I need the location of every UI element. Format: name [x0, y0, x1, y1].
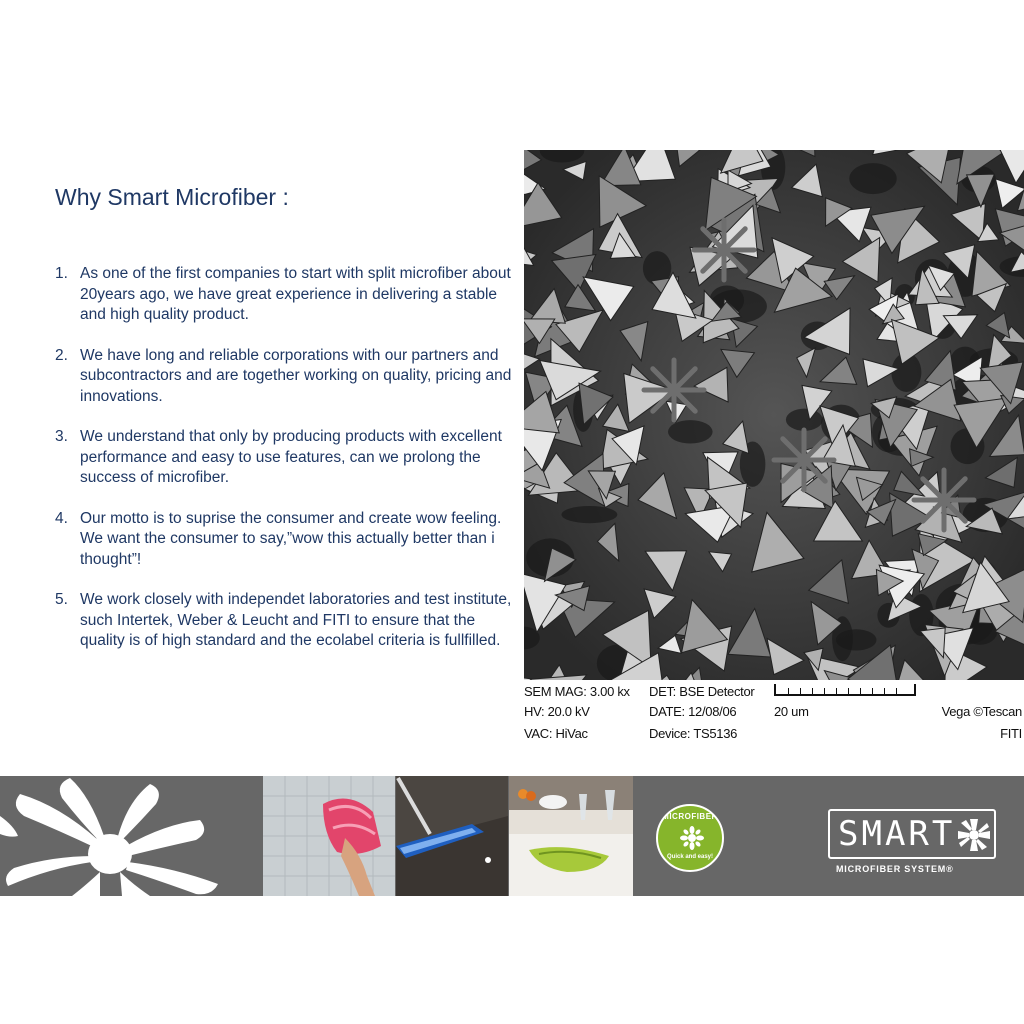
list-item: [55, 346, 515, 408]
logo-subtitle: MICROFIBER SYSTEM®: [836, 864, 954, 874]
smart-logo: [828, 809, 996, 859]
sem-info-panel: [524, 682, 1024, 744]
reasons-list: [55, 264, 515, 672]
micrograph-image: [524, 150, 1024, 680]
flower-icon: [680, 826, 704, 850]
badge-tagline: Quick and easy!: [666, 854, 714, 860]
page-title: Why Smart Microfiber :: [55, 184, 289, 210]
sem-date: DATE: 12/08/06: [649, 704, 737, 719]
footer-banner: [0, 776, 1024, 896]
item-number: 2.: [55, 346, 68, 364]
list-item: [55, 590, 515, 652]
logo-word: SMART: [838, 814, 956, 854]
microfiber-badge: [656, 804, 724, 872]
sem-magnification: SEM MAG: 3.00 kx: [524, 684, 630, 699]
item-text: As one of the first companies to start with split microfiber about 20years ago, we have great experience in delivering a stable and high quality product.: [80, 265, 511, 323]
badge-title: MICROFIBER: [662, 812, 718, 821]
sem-org: FITI: [1000, 726, 1022, 741]
sem-device: Device: TS5136: [649, 726, 738, 741]
item-number: 1.: [55, 265, 68, 282]
item-number: 3.: [55, 428, 68, 445]
kitchen-photo: [509, 776, 633, 896]
floor-mop-photo: [396, 776, 508, 896]
sem-vacuum: VAC: HiVac: [524, 726, 588, 741]
sem-brand: Vega ©Tescan: [941, 704, 1022, 719]
flower-graphic: [0, 776, 262, 896]
list-item: [55, 427, 515, 489]
scale-label: 20 um: [774, 704, 809, 719]
scale-bar: [774, 684, 916, 696]
list-item: [55, 509, 515, 571]
wall-cleaning-photo: [263, 776, 395, 896]
item-text: Our motto is to suprise the consumer and create wow feeling. We want the consumer to say,”wow this actually better than i thought”!: [80, 509, 502, 568]
item-number: 4.: [55, 509, 68, 527]
list-item: [55, 264, 515, 326]
item-text: We have long and reliable corporations with our partners and subcontractors and are together working on quality, pricing and innovations.: [80, 346, 512, 405]
item-text: We work closely with independet laboratories and test institute, such Intertek, Weber & Leucht and FITI to ensure that the quality is of high standard and the ecolabel criteria is fullfilled.: [80, 591, 512, 649]
item-text: We understand that only by producing products with excellent performance and easy to use features, can we prolong the success of microfiber.: [80, 428, 502, 486]
sem-micrograph: [524, 150, 1024, 680]
sem-detector: DET: BSE Detector: [649, 684, 755, 699]
item-number: 5.: [55, 591, 68, 608]
logo-flower-icon: [956, 817, 992, 853]
sem-voltage: HV: 20.0 kV: [524, 704, 590, 719]
